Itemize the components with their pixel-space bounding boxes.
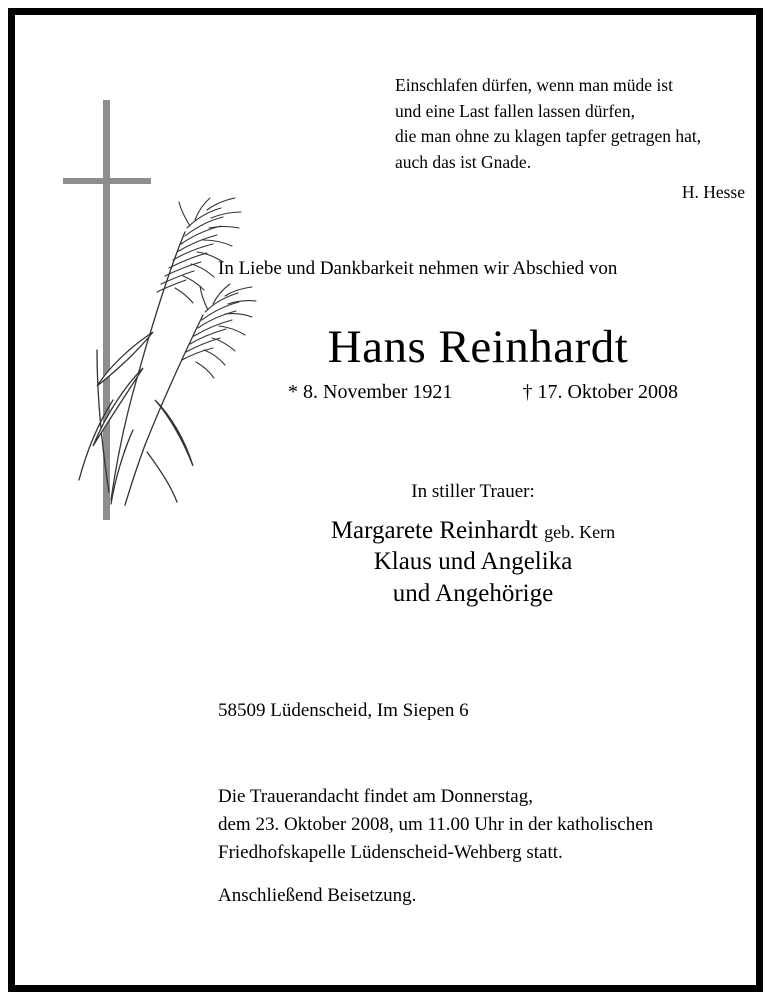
death-date: † 17. Oktober 2008: [522, 381, 678, 403]
deceased-name: Hans Reinhardt: [327, 321, 629, 373]
mourner-name-primary: Margarete Reinhardt: [330, 517, 538, 544]
quote-line-1: Einschlafen dürfen, wenn man müde ist: [395, 75, 673, 95]
quote-block: [395, 73, 750, 206]
quote-line-3: die man ohne zu klagen tapfer getragen hat,: [395, 126, 702, 147]
service-details: [218, 783, 653, 867]
mourners-lead: In stiller Trauer:: [411, 481, 535, 502]
quote-line-4: auch das ist Gnade.: [395, 152, 532, 173]
mourners-block: [15, 481, 756, 609]
intro-text: In Liebe und Dankbarkeit nehmen wir Abschied von: [218, 258, 618, 279]
service-line-1: Die Trauerandacht findet am Donnerstag,: [218, 786, 533, 807]
quote-line-2: und eine Last fallen lassen dürfen,: [395, 100, 636, 121]
card-sheet: [15, 15, 756, 985]
artwork-cross-and-wheat: [35, 100, 270, 530]
service-line-2: dem 23. Oktober 2008, um 11.00 Uhr in der katholischen: [218, 814, 654, 836]
service-line-3: Friedhofskapelle Lüdenscheid-Wehberg statt.: [218, 842, 563, 864]
closing-text: Anschließend Beisetzung.: [218, 885, 417, 906]
mourner-line-3: und Angehörige: [392, 579, 554, 607]
birth-date: * 8. November 1921: [288, 381, 453, 403]
mourner-line-1: [190, 515, 756, 546]
address-text: 58509 Lüdenscheid, Im Siepen 6: [218, 700, 469, 721]
cross-icon: [63, 100, 151, 520]
mourner-maiden-name: geb. Kern: [544, 522, 616, 542]
deceased-dates: [15, 381, 756, 404]
quote-author: H. Hesse: [681, 181, 745, 202]
mourner-line-2: Klaus und Angelika: [373, 548, 573, 576]
